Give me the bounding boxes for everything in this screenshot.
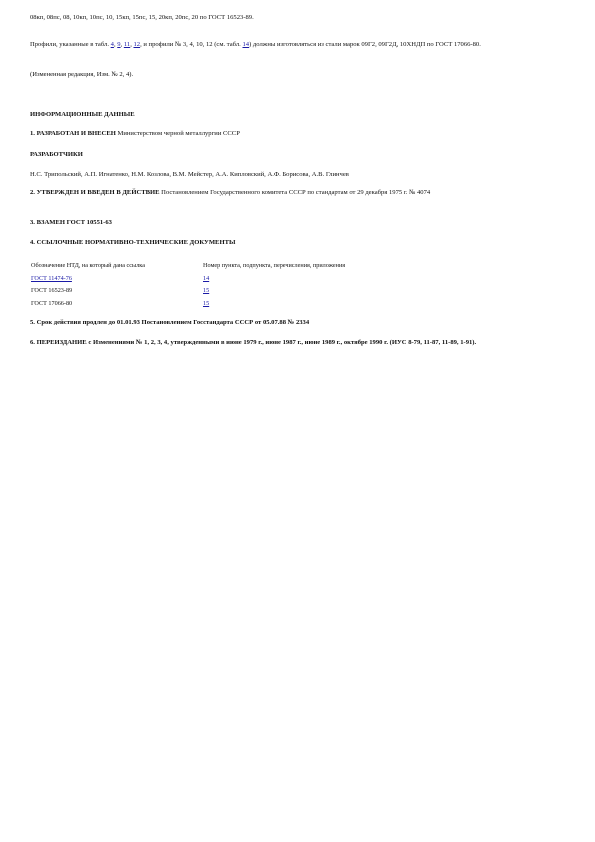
table-cell-doc: ГОСТ 17066-80: [31, 299, 73, 307]
profiles-text-mid: , и профили № 3, 4, 10, 12 (см. табл.: [140, 41, 241, 48]
item-2: [30, 189, 565, 198]
table-header-doc: Обозначение НТД, на который дана ссылка: [31, 262, 145, 270]
link-table-11[interactable]: 11: [123, 41, 131, 48]
steel-grades-line: 08кп, 08пс, 08, 10кп, 10пс, 10, 15кп, 15пс, 15, 20кп, 20пс, 20 по ГОСТ 16523-89.: [30, 14, 254, 21]
profiles-text-post: ) должны изготовляться из стали марок 09Г2, 09Г2Д, 10ХНДП по ГОСТ 17066-80.: [249, 41, 481, 48]
profiles-paragraph: Профили, указанные в табл. 4, 9, 11, 12, и профили № 3, 4, 10, 12 (см. табл. 14) должны изготовляться из стали марок 09Г2, 09Г2Д, 10ХНДП по ГОСТ 17066-80.: [30, 41, 481, 48]
revision-note: (Измененная редакция, Изм. № 2, 4).: [30, 71, 134, 78]
item-6-rest: с Изменениями № 1, 2, 3, 4, утвержденными в июне 1979 г., июне 1987 г., июне 1989 г., октябре 1990 г. (ИУС 8-79, 11-87, 11-89, 1-91).: [86, 339, 477, 346]
link-point-15[interactable]: 15: [203, 287, 210, 295]
item-1-rest: Министерством черной металлургии СССР: [115, 130, 240, 137]
table-cell-doc: ГОСТ 16523-89: [31, 287, 73, 295]
table-cell-point: [203, 285, 351, 298]
table-row: [30, 298, 351, 311]
info-heading: ИНФОРМАЦИОННЫЕ ДАННЫЕ: [30, 111, 135, 118]
link-table-4[interactable]: 4: [110, 41, 114, 48]
link-table-12[interactable]: 12: [133, 41, 141, 48]
item-6: [30, 339, 565, 348]
table-cell-point: [203, 273, 351, 286]
item-1: [30, 130, 565, 139]
item-1-bold: 1. РАЗРАБОТАН И ВНЕСЕН: [30, 130, 116, 137]
item-2-rest: Постановлением Государственного комитета СССР по стандартам от 29 декабря 1975 г. № 4074: [159, 189, 431, 196]
table-header-point: Номер пункта, подпункта, перечисления, приложения: [203, 262, 346, 270]
link-gost-11474-76[interactable]: ГОСТ 11474-76: [31, 274, 72, 282]
profiles-text-pre: Профили, указанные в табл.: [30, 41, 109, 48]
references-table: [30, 260, 351, 310]
link-point-15[interactable]: 15: [203, 299, 210, 307]
item-5: 5. Срок действия продлен до 01.01.93 Постановлением Госстандарта СССР от 05.07.88 № 2334: [30, 319, 310, 326]
table-cell-point: [203, 298, 351, 311]
developers-heading: РАЗРАБОТЧИКИ: [30, 151, 83, 158]
link-point-14[interactable]: 14: [203, 274, 210, 282]
item-2-bold: 2. УТВЕРЖДЕН И ВВЕДЕН В ДЕЙСТВИЕ: [30, 189, 160, 196]
developers-list: Н.С. Трипольский, А.П. Игнатенко, Н.М. Козлова, В.М. Мейстер, А.А. Кипловский, А.Ф. Борисова, А.В. Глинчев: [30, 171, 349, 178]
table-row: [30, 285, 351, 298]
item-6-bold: 6. ПЕРЕИЗДАНИЕ: [30, 339, 87, 346]
link-table-14[interactable]: 14: [242, 41, 250, 48]
table-header-row: [30, 260, 351, 273]
table-cell-doc: [30, 273, 203, 286]
link-table-9[interactable]: 9: [117, 41, 121, 48]
item-4: 4. ССЫЛОЧНЫЕ НОРМАТИВНО-ТЕХНИЧЕСКИЕ ДОКУМЕНТЫ: [30, 239, 236, 246]
item-3: 3. ВЗАМЕН ГОСТ 10551-63: [30, 219, 112, 226]
table-row: [30, 273, 351, 286]
